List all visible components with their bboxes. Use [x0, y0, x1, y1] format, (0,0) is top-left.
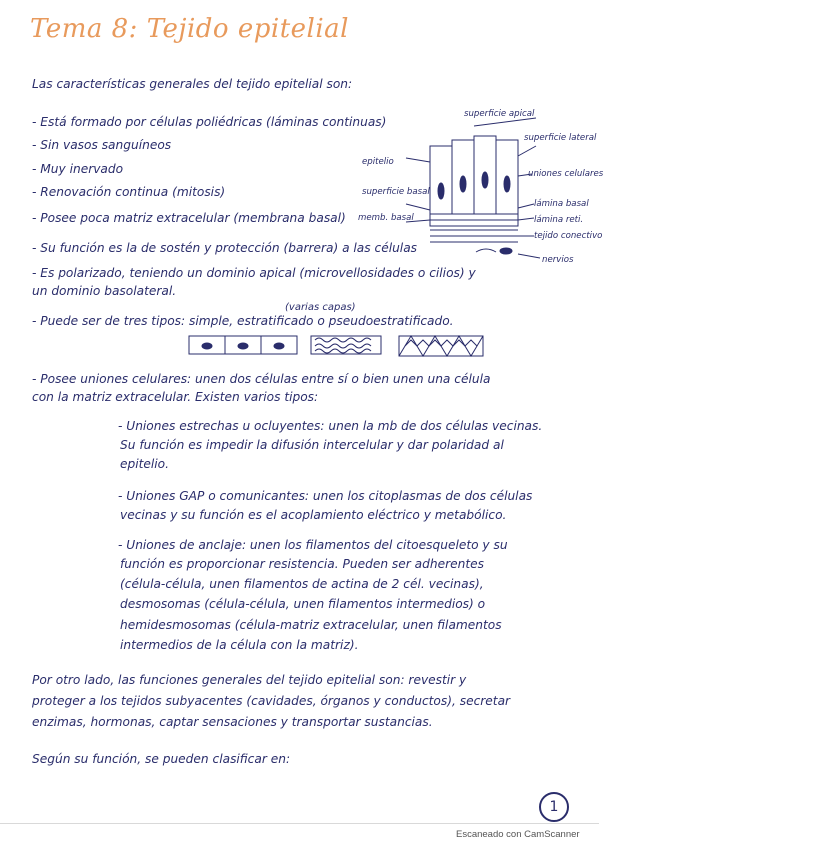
sub-bullet-line: - Uniones estrechas u ocluyentes: unen la mb de dos células vecinas. — [118, 419, 543, 433]
bullet-line: - Sin vasos sanguíneos — [32, 138, 172, 152]
paragraph-line: Según su función, se pueden clasificar en: — [32, 752, 291, 766]
sub-bullet-line: epitelio. — [120, 457, 169, 471]
label-lamina-basal: lámina basal — [534, 199, 589, 209]
bullet-line: - Renovación continua (mitosis) — [32, 185, 226, 199]
page-title: Tema 8: Tejido epitelial — [30, 14, 349, 44]
bullet-line: - Muy inervado — [32, 162, 124, 176]
scanner-watermark: Escaneado con CamScanner — [456, 829, 580, 840]
page-number: 1 — [539, 792, 569, 822]
bullet-line: - Posee uniones celulares: unen dos células entre sí o bien unen una célula — [32, 372, 491, 386]
page-divider — [0, 823, 599, 824]
label-epitelio: epitelio — [362, 157, 394, 167]
sub-bullet-line: - Uniones de anclaje: unen los filamentos del citoesqueleto y su — [118, 538, 508, 552]
paragraph-line: proteger a los tejidos subyacentes (cavidades, órganos y conductos), secretar — [32, 694, 511, 708]
sub-bullet-line: desmosomas (célula-célula, unen filamentos intermedios) o — [120, 597, 486, 611]
bullet-line: - Su función es la de sostén y protección (barrera) a las células — [32, 241, 418, 255]
sub-bullet-line: vecinas y su función es el acoplamiento eléctrico y metabólico. — [120, 508, 507, 522]
label-memb-basal: memb. basal — [358, 213, 414, 223]
sub-bullet-line: intermedios de la célula con la matriz). — [120, 638, 359, 652]
label-lamina-reticular: lámina reti. — [534, 215, 584, 225]
label-tejido-conectivo: tejido conectivo — [534, 231, 603, 241]
sub-bullet-line: (célula-célula, unen filamentos de actina de 2 cél. vecinas), — [120, 577, 484, 591]
sub-bullet-line: hemidesmosomas (célula-matriz extracelular, unen filamentos — [120, 618, 502, 632]
sub-bullet-line: Su función es impedir la difusión intercelular y dar polaridad al — [120, 438, 504, 452]
label-uniones-celulares: uniones celulares — [528, 169, 604, 179]
label-superficie-apical: superficie apical — [464, 109, 535, 119]
annotation-varias-capas: (varias capas) — [285, 302, 356, 313]
sub-bullet-line: función es proporcionar resistencia. Pueden ser adherentes — [120, 557, 484, 571]
intro-line: Las características generales del tejido epitelial son: — [32, 77, 353, 91]
sub-bullet-line: - Uniones GAP o comunicantes: unen los citoplasmas de dos células — [118, 489, 533, 503]
bullet-line: - Posee poca matriz extracelular (membrana basal) — [32, 211, 346, 225]
bullet-line: - Puede ser de tres tipos: simple, estratificado o pseudoestratificado. — [32, 314, 454, 328]
label-nervios: nervios — [542, 255, 574, 265]
paragraph-line: enzimas, hormonas, captar sensaciones y transportar sustancias. — [32, 715, 433, 729]
label-superficie-lateral: superficie lateral — [524, 133, 597, 143]
epithelium-types-sketch — [185, 326, 515, 372]
bullet-line: con la matriz extracelular. Existen varios tipos: — [32, 390, 319, 404]
bullet-line: - Está formado por células poliédricas (láminas continuas) — [32, 115, 387, 129]
label-superficie-basal: superficie basal — [362, 187, 430, 197]
epithelium-diagram — [356, 96, 604, 266]
bullet-line: un dominio basolateral. — [32, 284, 177, 298]
paragraph-line: Por otro lado, las funciones generales del tejido epitelial son: revestir y — [32, 673, 467, 687]
bullet-line: - Es polarizado, teniendo un dominio apical (microvellosidades o cilios) y — [32, 266, 476, 280]
